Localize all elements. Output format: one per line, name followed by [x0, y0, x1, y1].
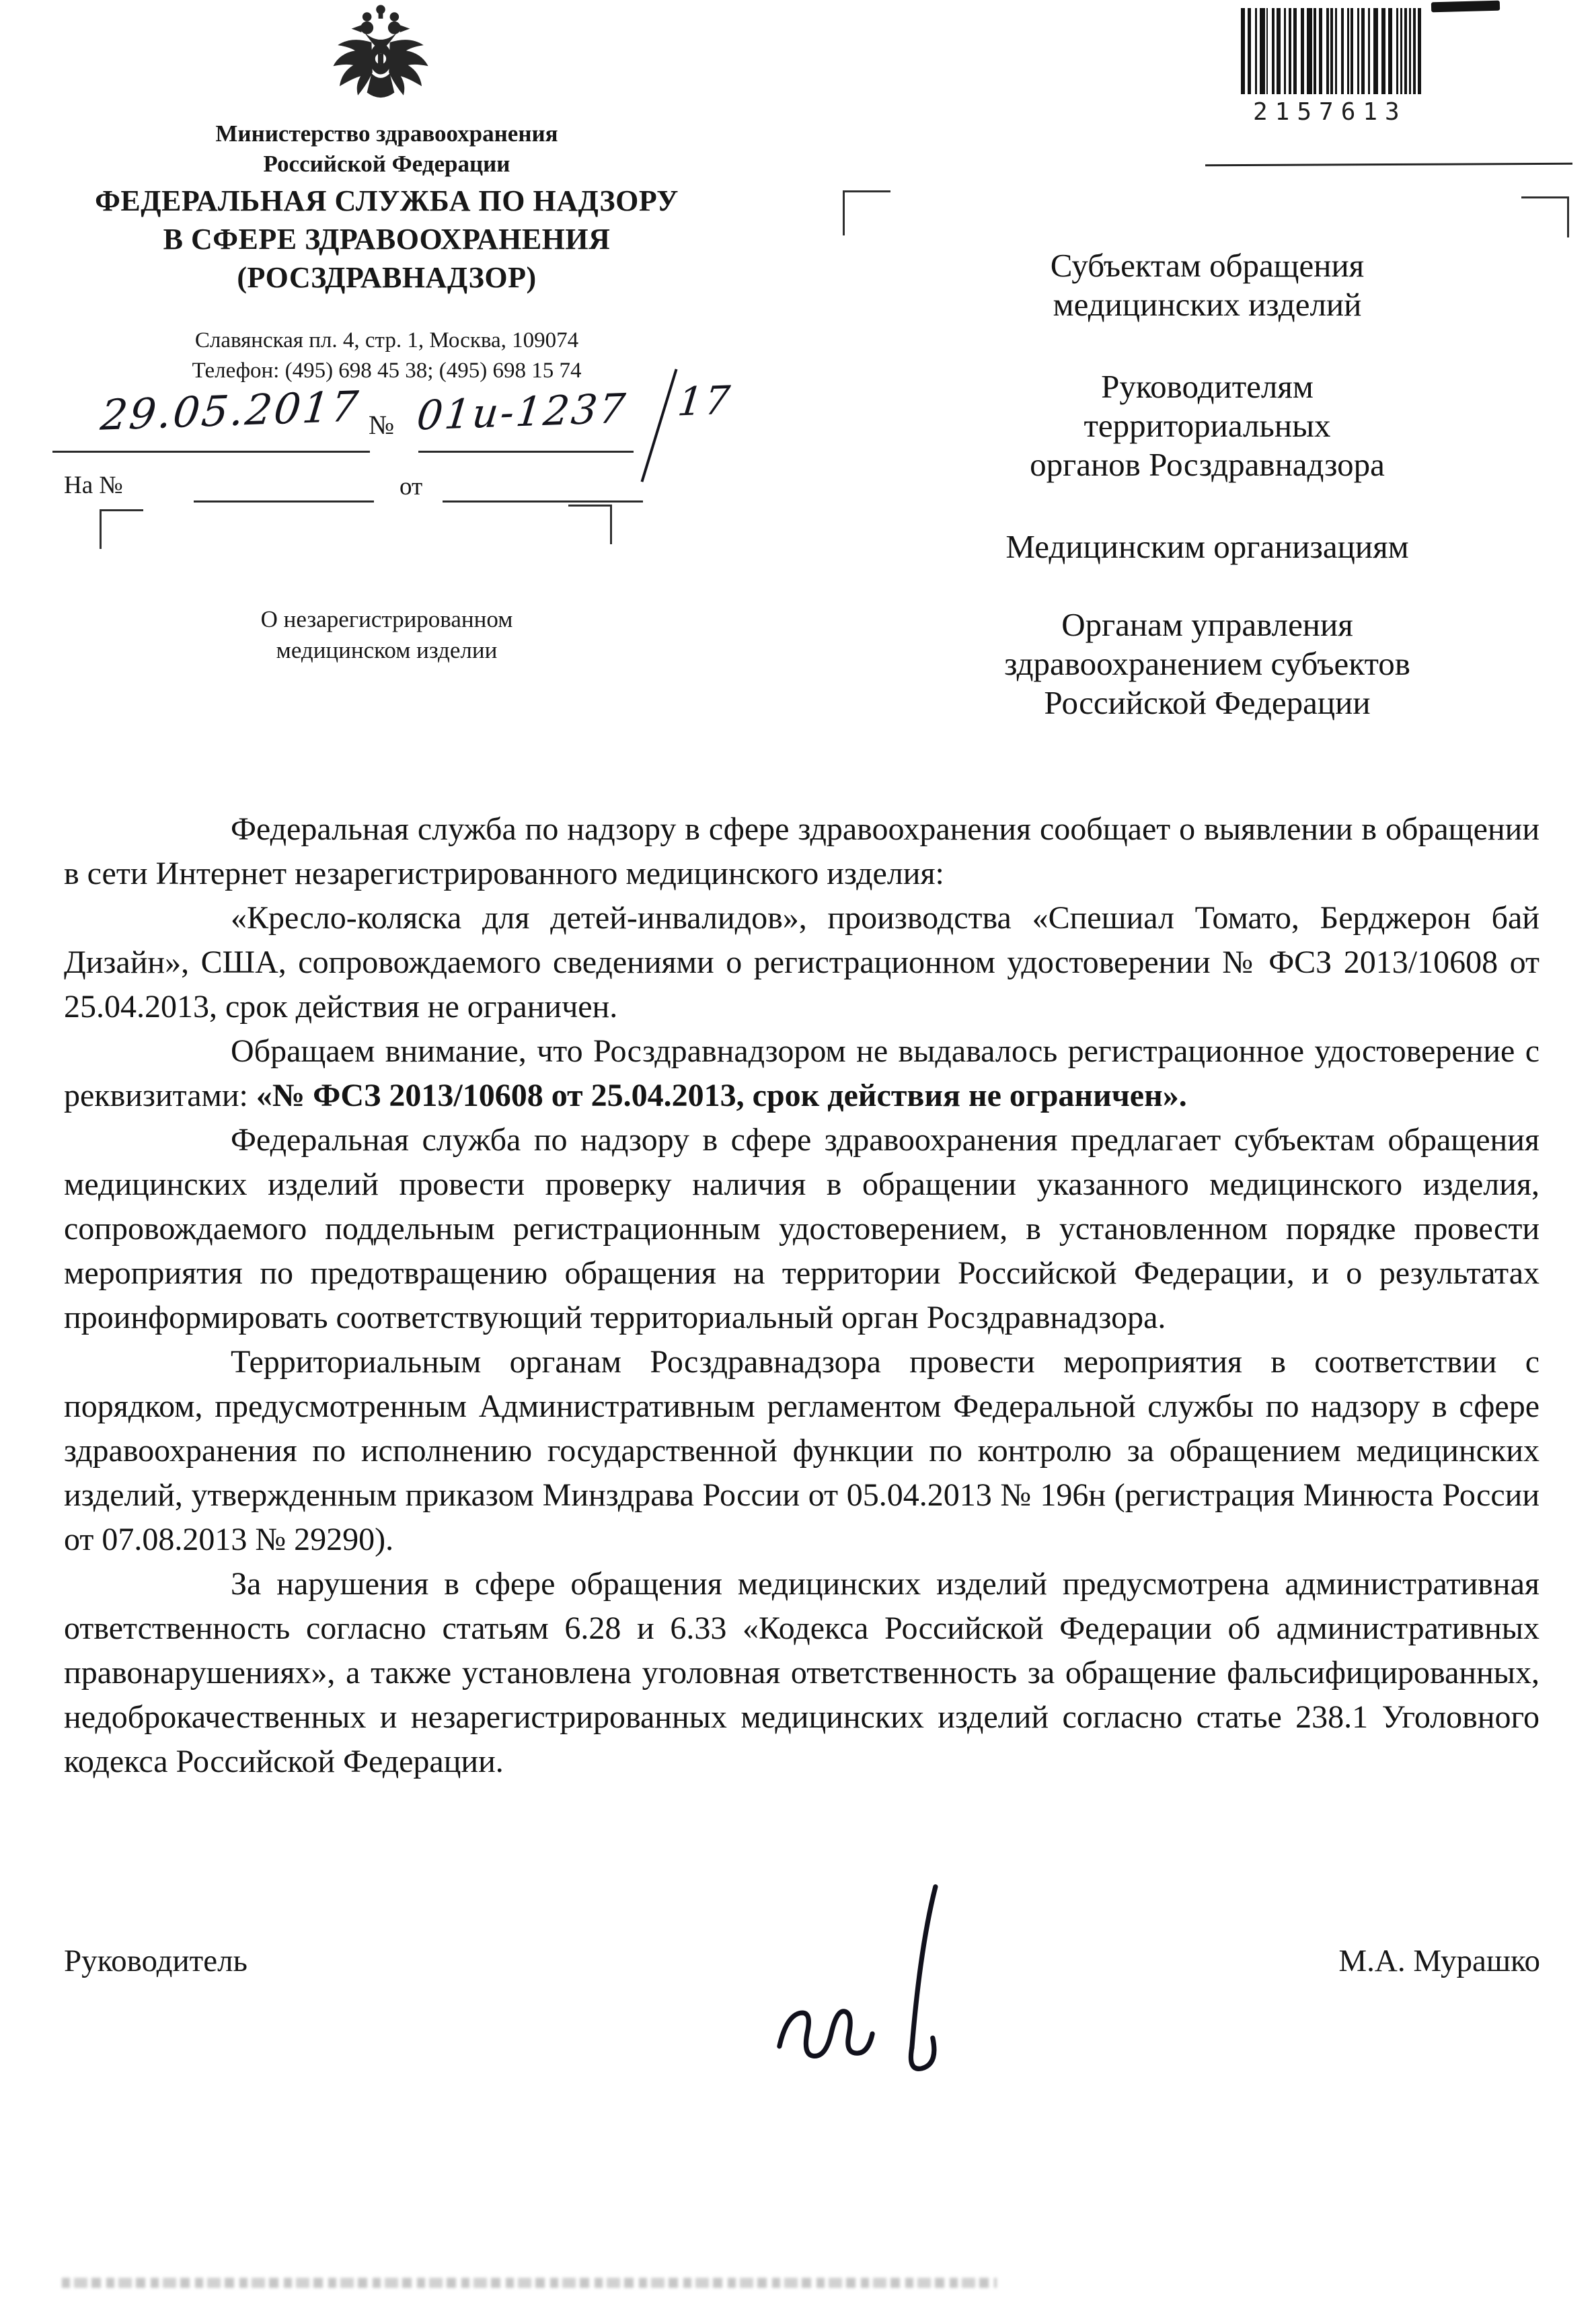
agency-line: ФЕДЕРАЛЬНАЯ СЛУЖБА ПО НАДЗОРУ — [95, 184, 679, 217]
paragraph-run: Федеральная служба по надзору в сфере здравоохранения предлагает субъектам обращения медицинских изделий провести проверку наличия в обращении указанного медицинского изделия, сопровождаемого поддельным регистрационным удостоверением, в установленном порядке провести мероприятия по предотвращению обращения на территории Российской Федерации, и о результатах проинформировать соответствующий территориальный орган Росздравнадзора. — [64, 1122, 1540, 1335]
barcode-bars-icon — [1241, 8, 1429, 94]
subject-text: О незарегистрированном — [260, 606, 513, 632]
agency-name — [71, 182, 703, 297]
number-sign: № — [369, 410, 395, 440]
stamp-corner-mark — [100, 509, 143, 549]
outgoing-number-suffix-handwritten: 17 — [675, 377, 734, 425]
address-zone-corner-mark — [1521, 196, 1569, 237]
paragraph-bold-run: «№ ФСЗ 2013/10608 от 25.04.2013, срок действия не ограничен». — [256, 1078, 1187, 1113]
address-line: Славянская пл. 4, стр. 1, Москва, 109074 — [194, 328, 579, 352]
paragraph — [64, 1562, 1540, 1784]
paragraph-run: За нарушения в сфере обращения медицинских изделий предусмотрена административная ответственность согласно статьям 6.28 и 6.33 «Кодекса Российской Федерации об административных правонарушениях», а также установлена уголовная ответственность за обращение фальсифицированных, недоброкачественных и незарегистрированных медицинских изделий согласно статье 238.1 Уголовного кодекса Российской Федерации. — [64, 1566, 1540, 1779]
recipient-line: Руководителям — [1101, 368, 1314, 405]
form-underline — [418, 451, 634, 453]
letter-body — [64, 807, 1540, 1784]
form-underline — [194, 500, 374, 503]
scan-artifact-dash — [1431, 1, 1500, 13]
recipient-block — [901, 527, 1513, 566]
ministry-name — [118, 118, 656, 179]
recipient-line: медицинских изделий — [1053, 286, 1362, 323]
stamp-corner-mark — [568, 505, 612, 544]
scan-artifact-footer — [62, 2278, 997, 2288]
signature-scribble-icon — [753, 1871, 989, 2093]
phone-line: Телефон: (495) 698 45 38; (495) 698 15 74 — [192, 359, 582, 383]
signer-name: М.А. Мурашко — [1338, 1943, 1540, 1978]
recipient-line: Медицинским организациям — [1005, 528, 1409, 565]
form-underline — [443, 500, 643, 503]
agency-line: В СФЕРЕ ЗДРАВООХРАНЕНИЯ — [163, 223, 611, 256]
paragraph — [64, 1118, 1540, 1340]
coat-of-arms-eagle-icon — [324, 4, 437, 106]
paragraph — [64, 807, 1540, 896]
paragraph-run: Территориальным органам Росздравнадзора провести мероприятия в соответствии с порядком, предусмотренным Административным регламентом Федеральной службы по надзору в сфере здравоохранения по исполнению государственной функции по контролю за обращением медицинских изделий, утвержденным приказом Минздрава России от 05.04.2013 № 196н (регистрация Минюста России от 07.08.2013 № 29290). — [64, 1344, 1540, 1557]
paragraph-run: Федеральная служба по надзору в сфере здравоохранения сообщает о выявлении в обращении в сети Интернет незарегистрированного медицинского изделия: — [64, 811, 1540, 891]
reference-date-label: от — [400, 473, 423, 500]
form-underline — [52, 451, 370, 453]
agency-line: (РОСЗДРАВНАДЗОР) — [237, 261, 537, 294]
recipient-block — [901, 246, 1513, 324]
recipients-list — [901, 246, 1513, 766]
recipient-line: Органам управления — [1061, 606, 1353, 643]
ministry-line: Российской Федерации — [263, 151, 510, 177]
recipient-line: территориальных — [1084, 407, 1331, 444]
reference-number-label: На № — [64, 472, 123, 499]
ministry-line: Министерство здравоохранения — [215, 120, 558, 147]
paragraph — [64, 1340, 1540, 1562]
scan-artifact-line — [1205, 163, 1572, 166]
paragraph — [64, 1029, 1540, 1118]
paragraph — [64, 896, 1540, 1029]
barcode — [1241, 8, 1436, 126]
address-zone-corner-mark — [843, 190, 890, 235]
recipient-line: органов Росздравнадзора — [1030, 446, 1385, 483]
outgoing-number-handwritten: 01и-1237 — [414, 385, 630, 440]
barcode-number: 2157613 — [1253, 98, 1407, 126]
subject-line — [151, 604, 622, 666]
recipient-line: Российской Федерации — [1044, 684, 1371, 721]
recipient-block — [901, 367, 1513, 484]
signer-title: Руководитель — [64, 1943, 248, 1978]
letterhead-contacts — [71, 326, 703, 386]
recipient-block — [901, 605, 1513, 722]
paragraph-run: Обращаем внимание, что Росздравнадзором не выдавалось регистрационное удостоверение с реквизитами: — [64, 1033, 1540, 1113]
recipient-line: Субъектам обращения — [1050, 247, 1365, 284]
paragraph-run: «Кресло-коляска для детей-инвалидов», производства «Спешиал Томато, Берджерон бай Дизайн», США, сопровождаемого сведениями о регистрационном удостоверении № ФСЗ 2013/10608 от 25.04.2013, срок действия не ограничен. — [64, 900, 1540, 1025]
subject-text: медицинском изделии — [276, 637, 498, 663]
recipient-line: здравоохранением субъектов — [1004, 645, 1410, 682]
outgoing-date-handwritten: 29.05.2017 — [98, 381, 363, 440]
